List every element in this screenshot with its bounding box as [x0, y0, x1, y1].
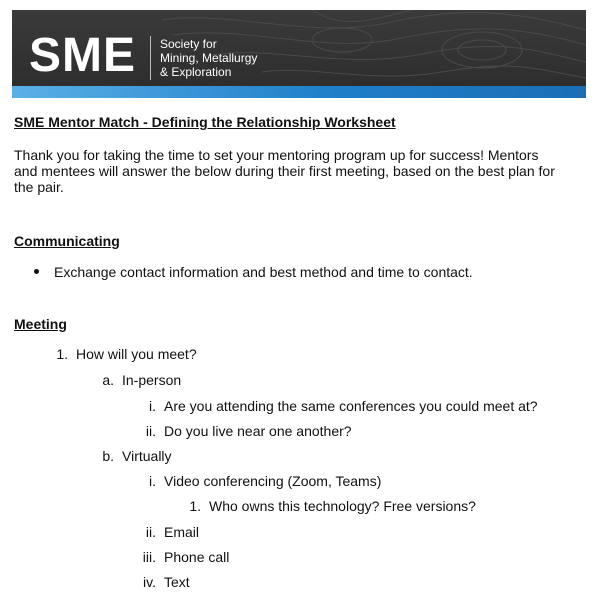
bullet-icon [34, 269, 39, 274]
list-item [130, 398, 538, 414]
intro-paragraph [14, 147, 588, 195]
list-marker: iii. [142, 549, 156, 565]
list-text: Who owns this technology? Free versions? [209, 498, 476, 514]
list-marker: iv. [143, 574, 156, 590]
list-item [130, 574, 190, 590]
intro-line: and mentees will answer the below during their first meeting, based on the best plan for [14, 163, 555, 179]
org-name-line: Society for [160, 37, 217, 51]
organization-name [160, 37, 257, 79]
org-name-line: Mining, Metallurgy [160, 51, 258, 65]
list-item [96, 448, 172, 464]
logo-divider [150, 36, 151, 80]
list-item [130, 473, 381, 489]
bullet-text: Exchange contact information and best method and time to contact. [54, 264, 473, 280]
list-marker: b. [102, 448, 114, 464]
list-item [50, 346, 197, 362]
list-item [186, 498, 476, 514]
list-item [130, 549, 229, 565]
sme-logo: SME [29, 29, 137, 82]
list-marker: i. [149, 398, 156, 414]
list-marker: ii. [145, 423, 156, 439]
communicating-heading: Communicating [14, 233, 120, 249]
list-marker: ii. [145, 524, 156, 540]
list-text: Text [164, 574, 190, 590]
list-text: Are you attending the same conferences you could meet at? [164, 398, 538, 414]
sme-banner [12, 10, 586, 98]
intro-line: Thank you for taking the time to set your mentoring program up for success! Mentors [14, 147, 539, 163]
list-text: Virtually [122, 448, 172, 464]
list-marker: 1. [189, 498, 201, 514]
list-text: Phone call [164, 549, 230, 565]
list-text: Do you live near one another? [164, 423, 352, 439]
list-text: Video conferencing (Zoom, Teams) [164, 473, 382, 489]
list-marker: i. [149, 473, 156, 489]
meeting-heading: Meeting [14, 316, 67, 332]
list-item [96, 372, 181, 388]
list-marker: 1. [56, 346, 68, 362]
document-title: SME Mentor Match - Defining the Relationship Worksheet [14, 114, 396, 130]
list-item [130, 423, 352, 439]
list-text: In-person [122, 372, 182, 388]
list-text: How will you meet? [76, 346, 197, 362]
list-item [34, 264, 473, 280]
org-name-line: & Exploration [160, 65, 232, 79]
list-item [130, 524, 199, 540]
list-text: Email [164, 524, 200, 540]
intro-line: the pair. [14, 179, 64, 195]
list-marker: a. [102, 372, 114, 388]
banner-stripe [12, 86, 586, 98]
